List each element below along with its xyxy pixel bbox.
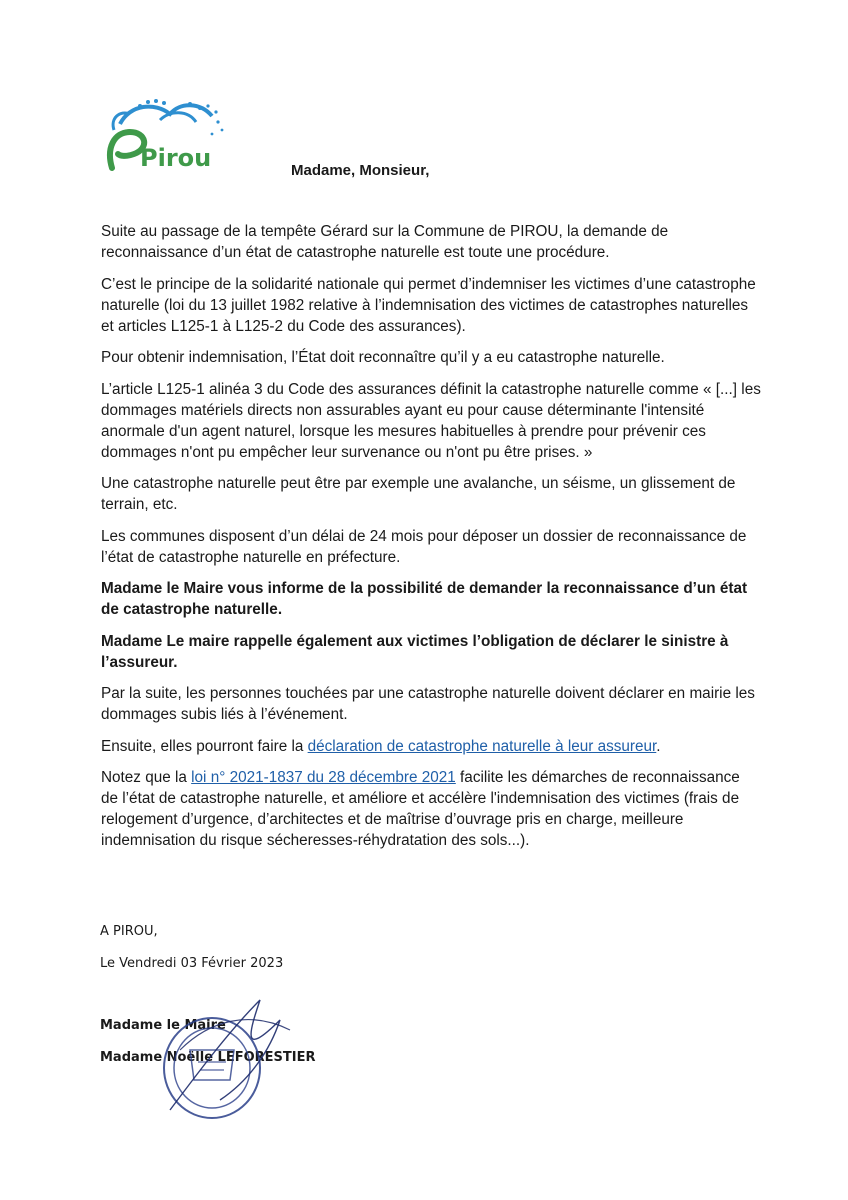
paragraph: Par la suite, les personnes touchées par une catastrophe naturelle doivent déclarer en mairie les dommages subis liés à l’événement. xyxy=(101,685,755,723)
paragraph: Les communes disposent d’un délai de 24 mois pour déposer un dossier de reconnaissance de l’état de catastrophe naturelle en préfecture. xyxy=(101,527,747,566)
pirou-logo xyxy=(100,96,230,176)
paragraph: Une catastrophe naturelle peut être par exemple une avalanche, un séisme, un glissement de terrain, etc. xyxy=(101,475,736,513)
paragraph-with-link xyxy=(101,767,761,851)
salutation: Madame, Monsieur, xyxy=(291,162,430,179)
paragraph: Suite au passage de la tempête Gérard sur la Commune de PIROU, la demande de reconnaissance d’un état de catastrophe naturelle est toute une procédure. xyxy=(101,223,669,261)
closing-place: A PIROU, xyxy=(100,924,158,939)
text-span: facilite les démarches de reconnaissance de l’état de catastrophe naturelle, et améliore et accélère l'indemnisation des victimes (frais de relogement d’urgence, d’architectes et de maîtrise d’ouvrage pris en charge, meilleure indemnisation du risque sécheresses-réhydratation des sols...). xyxy=(101,769,740,849)
text-span: . xyxy=(656,737,661,755)
signatory-title: Madame le Maire xyxy=(100,1018,226,1033)
letter-body xyxy=(101,221,761,862)
law-link[interactable]: loi n° 2021-1837 du 28 décembre 2021 xyxy=(191,769,456,786)
mairie-stamp xyxy=(150,990,300,1130)
text-span: Ensuite, elles pourront faire la xyxy=(101,737,308,755)
logo-wordmark: Pirou xyxy=(140,144,212,172)
paragraph: C’est le principe de la solidarité nationale qui permet d’indemniser les victimes d’une catastrophe naturelle (loi du 13 juillet 1982 relative à l’indemnisation des victimes de catastrophes naturelles et articles L125-1 à L125-2 du Code des assurances). xyxy=(101,275,756,335)
signatory-name: Madame Noëlle LEFORESTIER xyxy=(100,1050,316,1065)
mayor-notice: Madame le Maire vous informe de la possibilité de demander la reconnaissance d’un état de catastrophe naturelle. xyxy=(101,580,748,618)
paragraph-with-link xyxy=(101,736,761,757)
paragraph: L’article L125-1 alinéa 3 du Code des assurances définit la catastrophe naturelle comme « [...] les dommages matériels directs non assurables ayant eu pour cause déterminante l'intensité anormale d'un agent naturel, lorsque les mesures habituelles à prendre pour prévenir ces dommages n'ont pu empêcher leur survenance ou n'ont pu être prises. » xyxy=(101,380,761,461)
mayor-reminder: Madame Le maire rappelle également aux victimes l’obligation de déclarer le sinistre à l’assureur. xyxy=(101,632,729,671)
text-span: Notez que la xyxy=(101,769,192,786)
paragraph: Pour obtenir indemnisation, l’État doit reconnaître qu’il y a eu catastrophe naturelle. xyxy=(101,349,665,366)
closing-date: Le Vendredi 03 Février 2023 xyxy=(100,956,284,971)
insurer-declaration-link[interactable]: déclaration de catastrophe naturelle à leur assureur xyxy=(307,737,657,755)
